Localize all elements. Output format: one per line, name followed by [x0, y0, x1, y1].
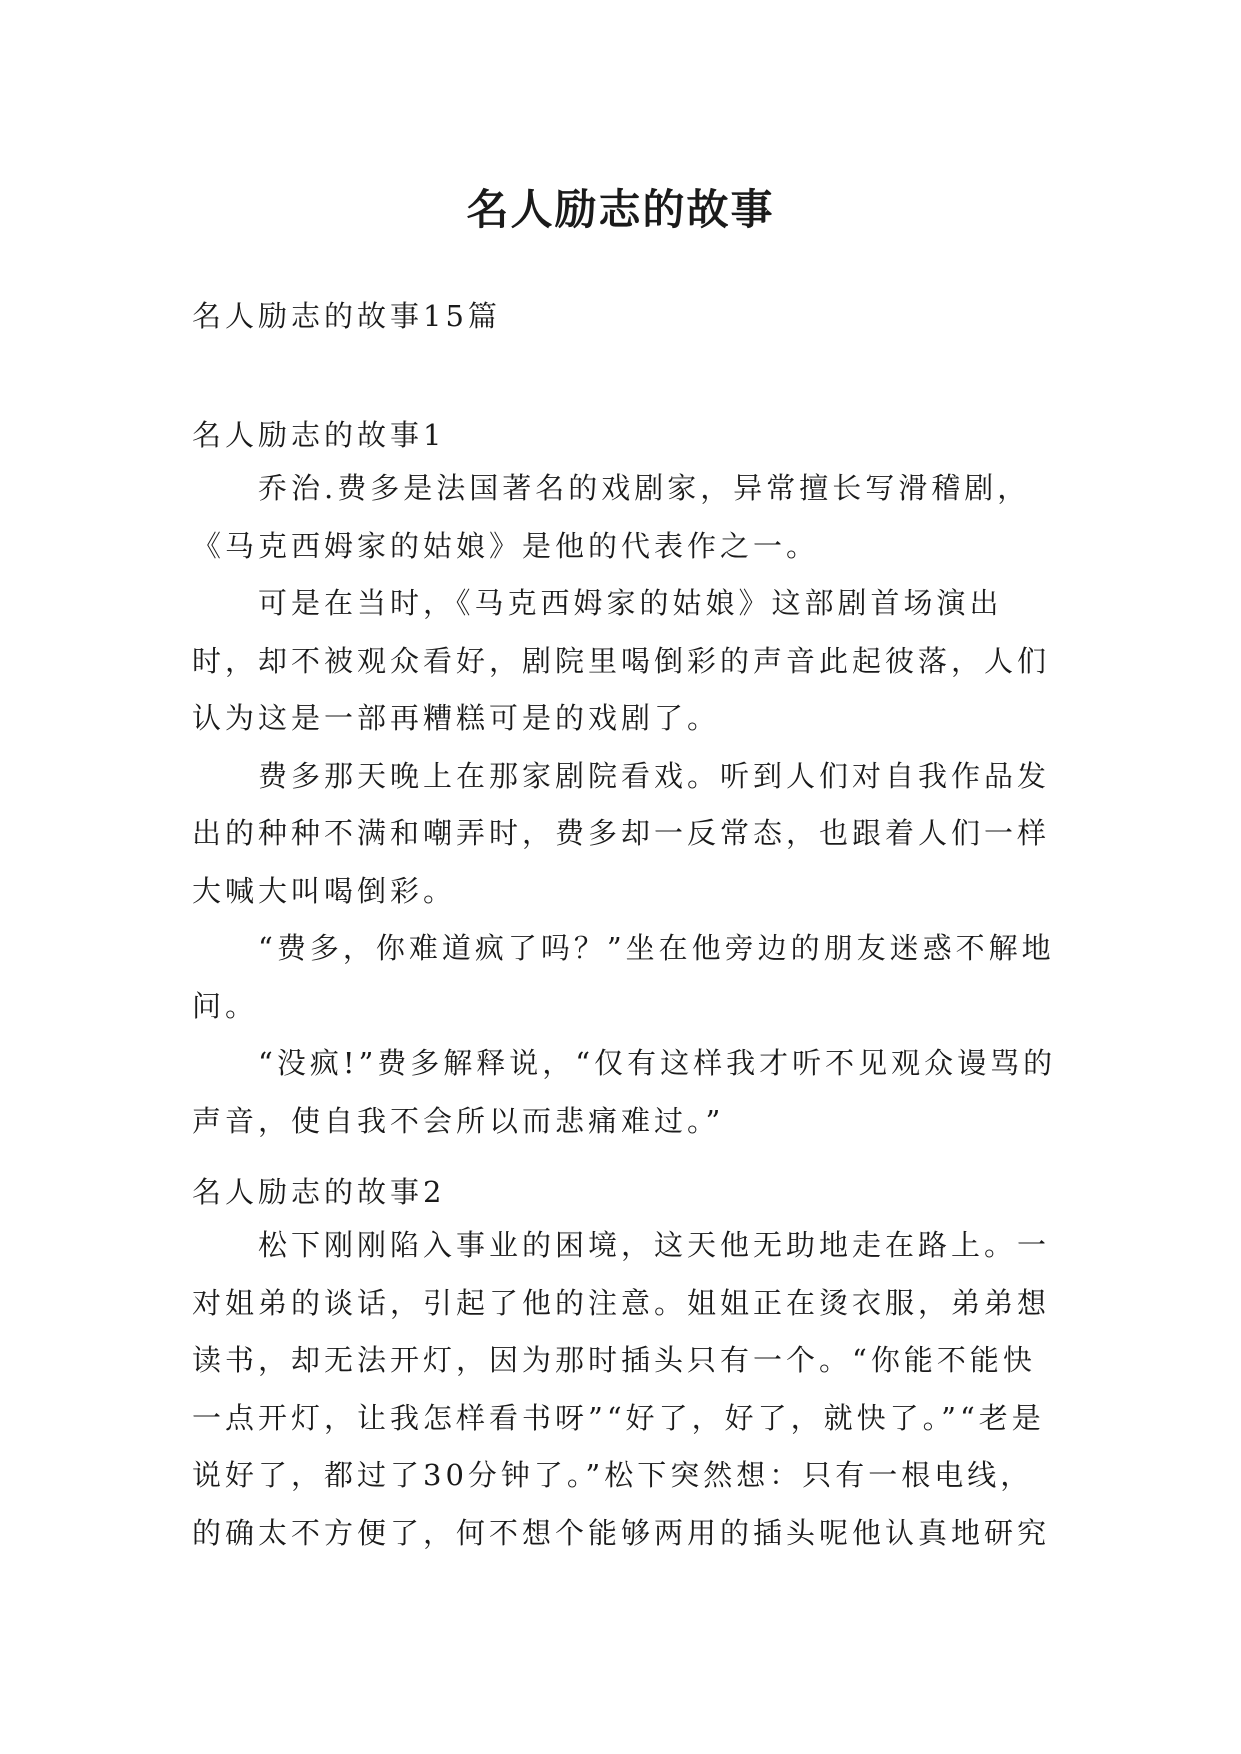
- document-title: 名人励志的故事: [466, 185, 775, 235]
- paragraph: 费多那天晚上在那家剧院看戏。听到人们对自我作品发出的种种不满和嘲弄时，费多却一反常态，也跟着人们一样大喊大叫喝倒彩。: [192, 758, 1051, 908]
- document-subtitle: 名人励志的故事15篇: [192, 299, 501, 333]
- paragraph: “费多，你难道疯了吗？”坐在他旁边的朋友迷惑不解地问。: [192, 931, 1055, 1023]
- paragraph: 乔治.费多是法国著名的戏剧家，异常擅长写滑稽剧，《马克西姆家的姑娘》是他的代表作之一。: [192, 471, 1031, 563]
- section-1: [192, 410, 1062, 1150]
- section-heading: 名人励志的故事2: [192, 1175, 446, 1209]
- paragraph: 可是在当时，《马克西姆家的姑娘》这部剧首场演出时，却不被观众看好，剧院里喝倒彩的声音此起彼落，人们认为这是一部再糟糕可是的戏剧了。: [192, 586, 1051, 735]
- paragraph: 松下刚刚陷入事业的困境，这天他无助地走在路上。一对姐弟的谈话，引起了他的注意。姐姐正在烫衣服，弟弟想读书，却无法开灯，因为那时插头只有一个。“你能不能快一点开灯，让我怎样看书呀”“好了，好了，就快了。”“老是说好了，都过了30分钟了。”松下突然想：只有一根电线，的确太不方便了，何不想个能够两用的插头呢他认真地研究: [192, 1228, 1051, 1550]
- paragraph: “没疯!”费多解释说，“仅有这样我才听不见观众谩骂的声音，使自我不会所以而悲痛难过。”: [192, 1046, 1057, 1138]
- section-heading: 名人励志的故事1: [192, 418, 446, 452]
- section-2: [192, 1167, 1062, 1562]
